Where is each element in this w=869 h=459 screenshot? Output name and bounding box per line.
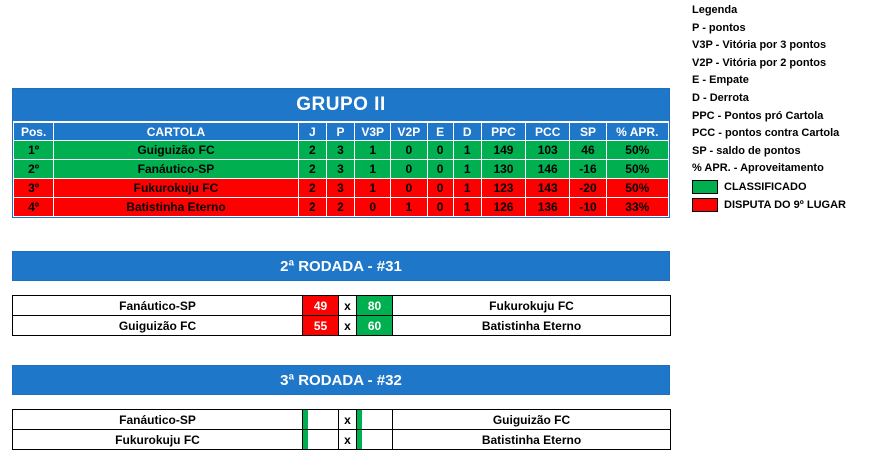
match-home-score (303, 430, 339, 450)
match-away-team: Batistinha Eterno (393, 430, 671, 450)
match-home-score: 49 (303, 296, 339, 316)
legend-line-d: D - Derrota (692, 91, 749, 104)
header-d: D (453, 123, 481, 141)
legend-line-v2p: V2P - Vitória por 2 pontos (692, 56, 827, 69)
row-pcc: 143 (526, 179, 570, 198)
row-apr: 33% (606, 198, 668, 217)
row-pos: 2º (14, 160, 54, 179)
header-cartola: CARTOLA (54, 123, 298, 141)
legend-swatch-disputa-label: DISPUTA DO 9º LUGAR (724, 198, 846, 211)
row-p: 2 (326, 198, 354, 217)
header-ppc: PPC (481, 123, 525, 141)
row-team: Batistinha Eterno (54, 198, 298, 217)
header-p: P (326, 123, 354, 141)
match-row (13, 316, 671, 336)
legend-line-sp: SP - saldo de pontos (692, 144, 801, 157)
legend-swatch-disputa (692, 197, 867, 214)
row-v3p: 1 (355, 141, 391, 160)
match-home-team: Fanáutico-SP (13, 410, 303, 430)
row-team: Guiguizão FC (54, 141, 298, 160)
row-d: 1 (453, 179, 481, 198)
row-pcc: 136 (526, 198, 570, 217)
header-pos: Pos. (14, 123, 54, 141)
row-e: 0 (427, 179, 453, 198)
legend-line-v3p: V3P - Vitória por 3 pontos (692, 39, 827, 52)
match-home-team: Fanáutico-SP (13, 296, 303, 316)
table-row (14, 179, 669, 198)
legend-line-pcc: PCC - pontos contra Cartola (692, 127, 840, 140)
legend-line-ppc: PPC - Pontos pró Cartola (692, 109, 824, 122)
row-d: 1 (453, 160, 481, 179)
legend-title: Legenda (692, 4, 738, 16)
match-home-team: Guiguizão FC (13, 316, 303, 336)
header-v2p: V2P (391, 123, 427, 141)
match-away-score: 60 (357, 316, 393, 336)
match-away-score (357, 430, 393, 450)
matches-table-round-2 (12, 295, 671, 336)
row-ppc: 130 (481, 160, 525, 179)
red-swatch-icon (692, 198, 718, 212)
row-j: 2 (298, 179, 326, 198)
row-p: 3 (326, 179, 354, 198)
row-sp: 46 (570, 141, 606, 160)
row-d: 1 (453, 141, 481, 160)
row-team: Fanáutico-SP (54, 160, 298, 179)
match-x-separator: x (339, 430, 357, 450)
header-pcc: PCC (526, 123, 570, 141)
match-row (13, 430, 671, 450)
row-v2p: 0 (391, 160, 427, 179)
row-pos: 1º (14, 141, 54, 160)
header-v3p: V3P (355, 123, 391, 141)
table-row (14, 141, 669, 160)
row-d: 1 (453, 198, 481, 217)
row-v2p: 0 (391, 179, 427, 198)
matches-table-round-3 (12, 409, 671, 450)
match-away-score: 80 (357, 296, 393, 316)
row-v2p: 1 (391, 198, 427, 217)
row-ppc: 123 (481, 179, 525, 198)
legend-swatch-classificado (692, 179, 867, 196)
header-sp: SP (570, 123, 606, 141)
match-away-team: Fukurokuju FC (393, 296, 671, 316)
table-row (14, 160, 669, 179)
match-x-separator: x (339, 410, 357, 430)
row-j: 2 (298, 198, 326, 217)
row-ppc: 126 (481, 198, 525, 217)
group-standings-block (12, 88, 670, 218)
match-x-separator: x (339, 296, 357, 316)
row-v2p: 0 (391, 141, 427, 160)
standings-table (13, 122, 669, 217)
match-row (13, 410, 671, 430)
row-j: 2 (298, 160, 326, 179)
row-apr: 50% (606, 160, 668, 179)
row-v3p: 0 (355, 198, 391, 217)
row-e: 0 (427, 198, 453, 217)
green-swatch-icon (692, 180, 718, 194)
row-pos: 4º (14, 198, 54, 217)
header-e: E (427, 123, 453, 141)
legend-line-e: E - Empate (692, 74, 749, 87)
match-home-score (303, 410, 339, 430)
row-sp: -10 (570, 198, 606, 217)
row-v3p: 1 (355, 179, 391, 198)
standings-header-row (14, 123, 669, 141)
match-away-team: Batistinha Eterno (393, 316, 671, 336)
round-banner-3: 3ª RODADA - #32 (12, 365, 670, 395)
header-apr: % APR. (606, 123, 668, 141)
match-away-team: Guiguizão FC (393, 410, 671, 430)
match-x-separator: x (339, 316, 357, 336)
row-j: 2 (298, 141, 326, 160)
row-p: 3 (326, 141, 354, 160)
row-pcc: 103 (526, 141, 570, 160)
legend-line-apr: % APR. - Aproveitamento (692, 162, 824, 175)
table-row (14, 198, 669, 217)
row-team: Fukurokuju FC (54, 179, 298, 198)
row-e: 0 (427, 160, 453, 179)
row-sp: -16 (570, 160, 606, 179)
row-pos: 3º (14, 179, 54, 198)
row-apr: 50% (606, 141, 668, 160)
legend (692, 2, 867, 214)
row-e: 0 (427, 141, 453, 160)
header-j: J (298, 123, 326, 141)
match-away-score (357, 410, 393, 430)
round-banner-2: 2ª RODADA - #31 (12, 251, 670, 281)
row-pcc: 146 (526, 160, 570, 179)
row-sp: -20 (570, 179, 606, 198)
match-home-team: Fukurokuju FC (13, 430, 303, 450)
match-row (13, 296, 671, 316)
row-p: 3 (326, 160, 354, 179)
row-apr: 50% (606, 179, 668, 198)
group-title: GRUPO II (13, 89, 669, 122)
row-ppc: 149 (481, 141, 525, 160)
match-home-score: 55 (303, 316, 339, 336)
legend-line-p: P - pontos (692, 21, 746, 34)
legend-swatch-classificado-label: CLASSIFICADO (724, 180, 807, 193)
row-v3p: 1 (355, 160, 391, 179)
